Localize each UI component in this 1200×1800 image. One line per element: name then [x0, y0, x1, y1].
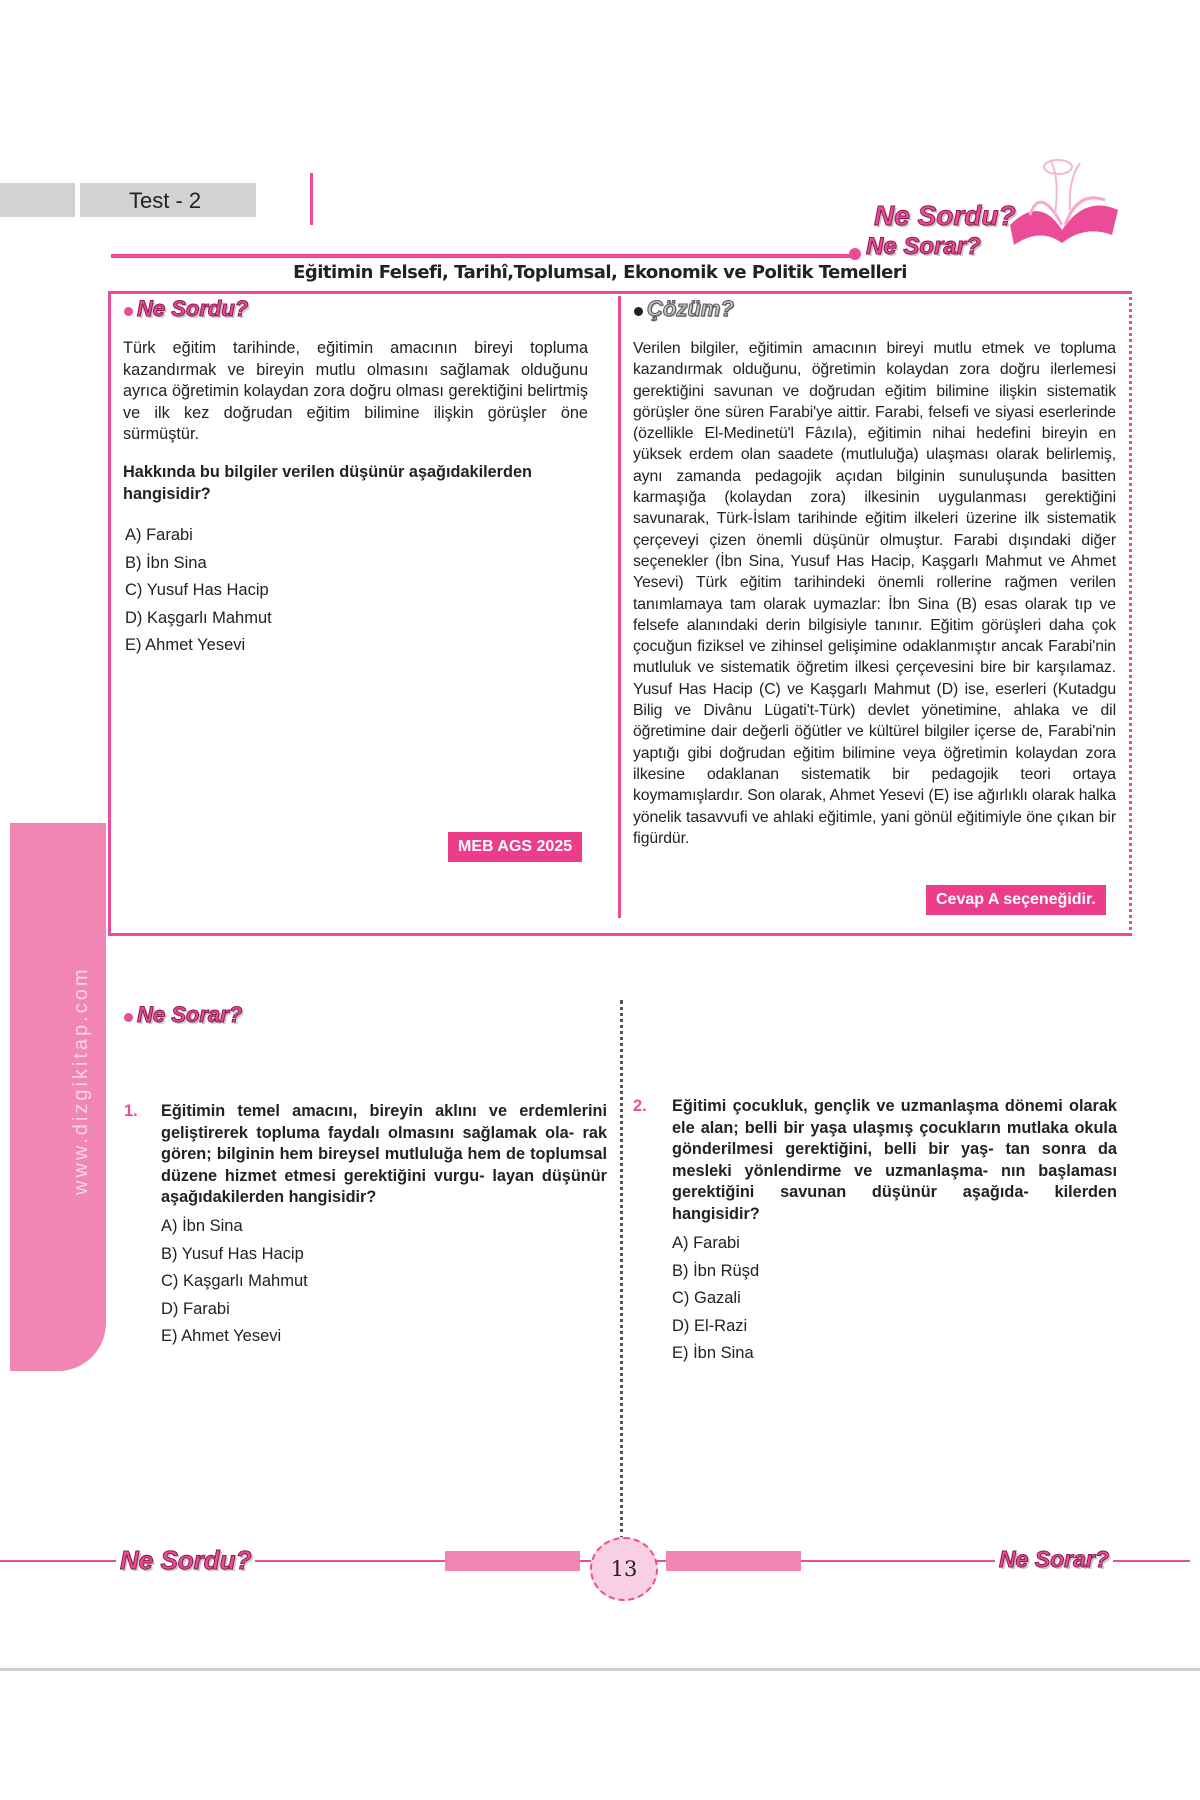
logo-ne-sorar: Ne Sorar? [866, 233, 981, 260]
sidebar-edge [0, 823, 10, 1371]
test-label: Test - 2 [80, 183, 256, 217]
bullet-icon [634, 307, 643, 316]
header-rule-dot [849, 248, 861, 260]
q1-option-b[interactable]: B) Yusuf Has Hacip [161, 1244, 304, 1263]
footer-bar-right [666, 1551, 801, 1571]
header-divider [310, 173, 313, 225]
option-e[interactable]: E) Ahmet Yesevi [125, 636, 246, 654]
page-number: 13 [590, 1537, 658, 1601]
ne-sordu-tag: Ne Sordu? [124, 296, 248, 322]
answer-badge: Cevap A seçeneğidir. [926, 885, 1106, 915]
ne-sordu-question-stem: Hakkında bu bilgiler verilen düşünür aşağıdakilerden hangisidir? [123, 463, 532, 503]
sidebar-url: www.dizgikitap.com [70, 966, 92, 1195]
ne-sordu-options [125, 522, 272, 660]
q1-option-d[interactable]: D) Farabi [161, 1299, 230, 1318]
q2-option-e[interactable]: E) İbn Sina [672, 1344, 754, 1362]
header-tab-strip [0, 183, 75, 217]
source-badge: MEB AGS 2025 [448, 832, 582, 862]
question-1-text: Eğitimin temel amacını, bireyin aklını ve erdemlerini geliştirerek topluma faydalı olmasını sağlamak ola- rak gören; bilginin hem bireysel mutluluğa hem de toplumsal düzene hizmet etmesi gerektiğini vurgu- layan düşünür aşağıdakilerden hangisidir? [161, 1102, 607, 1207]
book-logo-icon [1000, 155, 1125, 255]
bullet-icon [124, 307, 133, 316]
question-1-number: 1. [124, 1102, 138, 1120]
subject-title: Eğitimin Felsefi, Tarihî,Toplumsal, Ekonomik ve Politik Temelleri [293, 262, 907, 283]
column-divider [620, 1000, 623, 1540]
footer-bar-left [445, 1551, 580, 1571]
question-2-number: 2. [633, 1097, 647, 1115]
box-column-divider [618, 296, 621, 918]
option-c[interactable]: C) Yusuf Has Hacip [125, 581, 269, 599]
header-rule [111, 254, 851, 258]
option-b[interactable]: B) İbn Sina [125, 553, 207, 572]
q2-option-b[interactable]: B) İbn Rüşd [672, 1261, 760, 1280]
cozum-tag: Çözüm? [634, 296, 734, 322]
q2-option-d[interactable]: D) El-Razi [672, 1316, 748, 1335]
q1-option-a[interactable]: A) İbn Sina [161, 1217, 243, 1235]
question-1-options [161, 1213, 308, 1351]
ne-sorar-tag: Ne Sorar? [124, 1002, 242, 1028]
footer-logo-ne-sorar: Ne Sorar? [995, 1546, 1113, 1573]
cozum-text: Verilen bilgiler, eğitimin amacının bireyi mutlu etmek ve topluma kazandırmak olduğunu, öğretimin kolaydan zora doğru ilerlemesi gerektiğini savunan ve doğrudan eğitim bilimine ilişkin sistematik görüşler öne süren Farabi'ye aittir. Farabi, felsefi ve siyasi eserlerinde (özellikle El-Medinetü'l Fâzıla), eğitimin nihai hedefini bireyin en yüksek erdem olan saadete (mutluluğa) ulaşması olarak belirlemiş, aynı zamanda pedagojik açıdan bilginin sunuluşunda basitten karmaşığa (kolaydan zora) ilkesinin uygulanması gerektiğini savunarak, Türk-İslam tarihinde eğitim ilkeleri üzerine ilk sistematik çerçeveyi çizen önemli düşünür olmuştur. Farabi dışındaki diğer seçenekler (İbn Sina, Yusuf Has Hacip, Kaşgarlı Mahmut ve Ahmet Yesevi) Türk eğitim tarihindeki önemli rollerine rağmen verilen tanımlamaya tam olarak uymazlar: İbn Sina (B) esas olarak tıp ve felsefe alanındaki derin bilgisiyle tanınır. Eğitim görüşleri daha çok çocuğun fiziksel ve zihinsel gelişimine odaklanmıştır ancak Farabi'nin mutluluk ve sistematik öğretim ilkesi çerçevesini bire bir karşılamaz. Yusuf Has Hacip (C) ve Kaşgarlı Mahmut (D) ise, eserleri (Kutadgu Bilig ve Divânu Lügati't-Türk) devlet yönetimine, ahlaka ve dil öğretimine dair değerli öğütler ve kültürel bilgiler içerse de, Farabi'nin yaptığı gibi doğrudan eğitim bilimine veya öğretimin kolaydan zora ilkesine odaklanan sistematik bir pedagojik teori ortaya koymamışlardır. Son olarak, Ahmet Yesevi (E) ise ağırlıklı olarak halka yönelik tasavvufi ve ahlaki eğitimle, yani gönül eğitimiyle öne çıkan bir figürdür. [633, 340, 1116, 847]
q1-option-e[interactable]: E) Ahmet Yesevi [161, 1327, 282, 1345]
bullet-icon [124, 1013, 133, 1022]
q2-option-c[interactable]: C) Gazali [672, 1289, 741, 1307]
q2-option-a[interactable]: A) Farabi [672, 1234, 740, 1252]
footer-logo-ne-sordu: Ne Sordu? [116, 1545, 255, 1576]
option-d[interactable]: D) Kaşgarlı Mahmut [125, 608, 272, 627]
ne-sordu-question-text: Türk eğitim tarihinde, eğitimin amacının bireyi topluma kazandırmak ve bireyin mutlu olmasını sağlamak olduğunu ayrıca öğretimin kolaydan zora doğru olması gerektiğini belirtmiş ve ilk kez doğrudan eğitim bilimine ilişkin görüşler öne sürmüştür. [123, 339, 588, 444]
question-2-text: Eğitimi çocukluk, gençlik ve uzmanlaşma dönemi olarak ele alan; belli bir yaşa ulaşmış çocukların mutlaka okula gönderilmesi gerektiğini, belli bir yaş- tan sonra da mesleki yönlendirme ve uzmanlaşma- nın başlaması gerektiğini savunan düşünür aşağıda- kilerden hangisidir? [672, 1097, 1117, 1223]
logo-ne-sordu: Ne Sordu? [874, 200, 1016, 231]
question-2-options [672, 1230, 759, 1368]
page-bottom-rule [0, 1668, 1200, 1671]
q1-option-c[interactable]: C) Kaşgarlı Mahmut [161, 1272, 308, 1290]
option-a[interactable]: A) Farabi [125, 526, 193, 544]
